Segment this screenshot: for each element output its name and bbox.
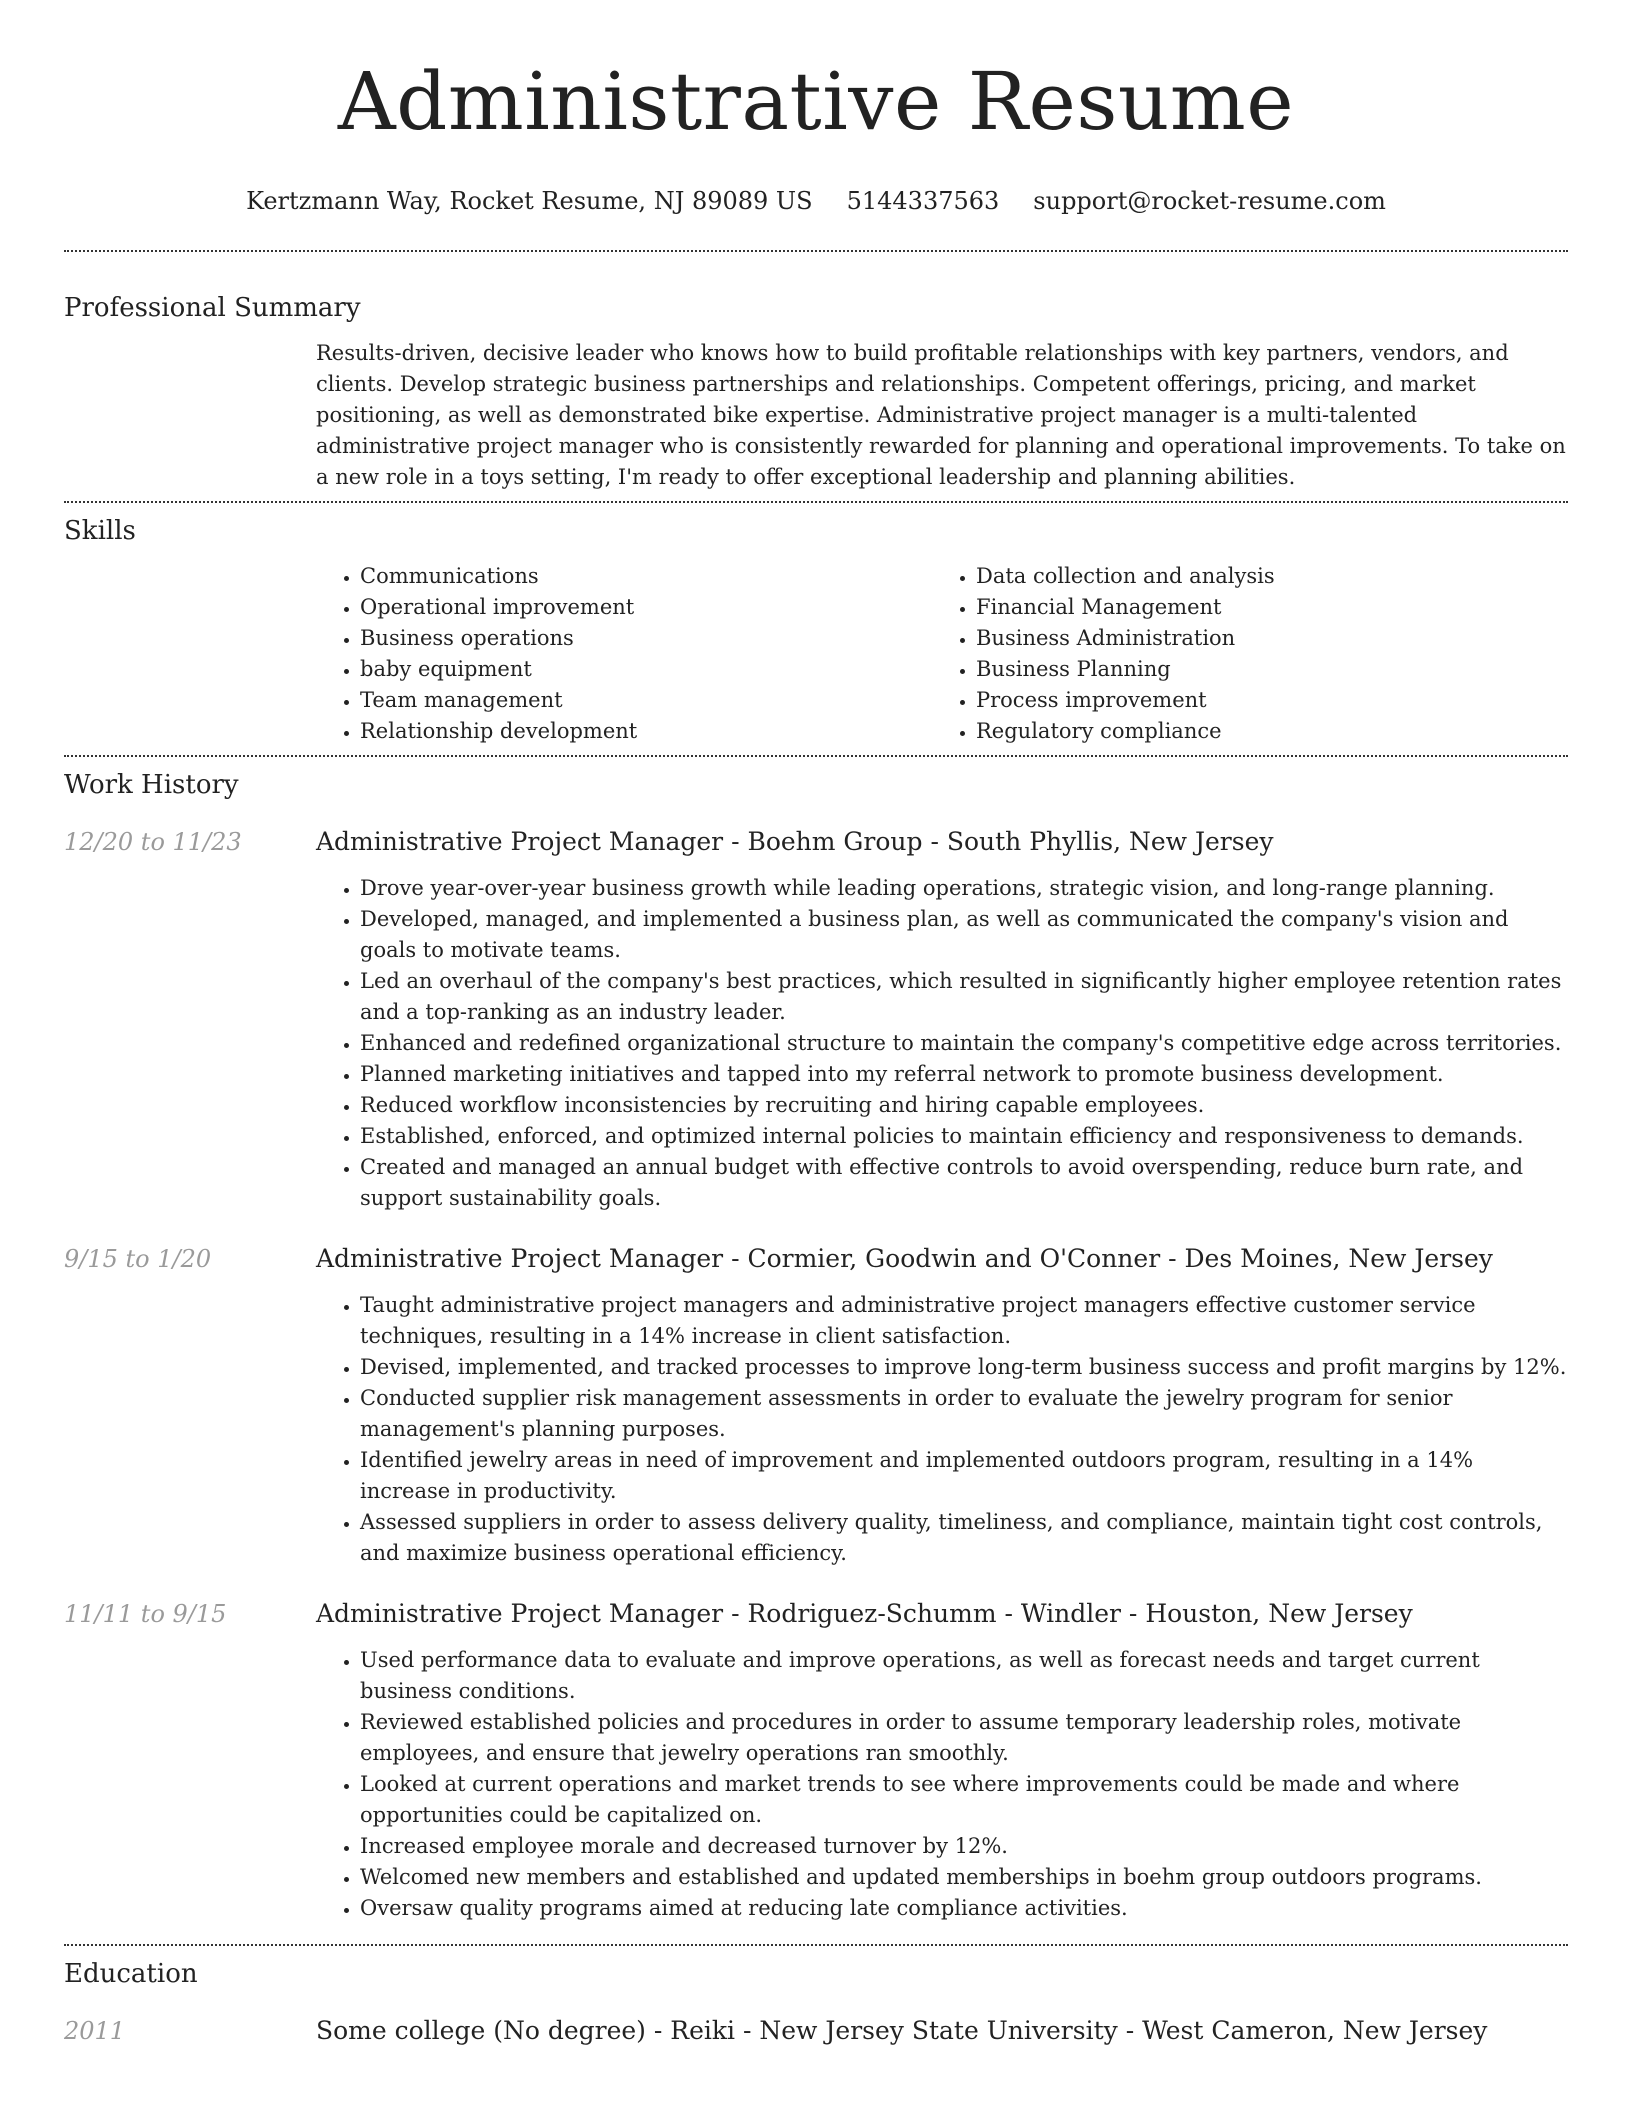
divider	[64, 755, 1568, 757]
job-bullet: • Oversaw quality programs aimed at reducing late compliance activities.	[360, 1893, 1568, 1924]
skill-item: • Data collection and analysis	[976, 561, 1548, 592]
divider	[64, 1944, 1568, 1946]
job-bullet: • Assessed suppliers in order to assess delivery quality, timeliness, and compliance, maintain tight cost controls, and maximize business operational efficiency.	[360, 1507, 1568, 1569]
skill-item: • Relationship development	[360, 716, 932, 747]
education-heading: Education	[64, 1959, 198, 1989]
job-bullet: • Looked at current operations and market trends to see where improvements could be made and where opportunities could be capitalized on.	[360, 1769, 1568, 1831]
resume-page	[64, 0, 1568, 2048]
job-main	[316, 825, 1568, 1214]
job-entry	[64, 1597, 1568, 1924]
education-text: Some college (No degree) - Reiki - New Jersey State University - West Cameron, New Jersey	[316, 2016, 1488, 2045]
job-date: 12/20 to 11/23	[64, 828, 242, 856]
job-bullet: • Established, enforced, and optimized internal policies to maintain efficiency and responsiveness to demands.	[360, 1121, 1568, 1152]
job-bullet: • Planned marketing initiatives and tapped into my referral network to promote business development.	[360, 1059, 1568, 1090]
job-bullet: • Conducted supplier risk management assessments in order to evaluate the jewelry program for senior management's planning purposes.	[360, 1383, 1568, 1445]
job-title: Administrative Project Manager - Cormier, Goodwin and O'Conner - Des Moines, New Jersey	[316, 1244, 1493, 1273]
job-bullet: • Reduced workflow inconsistencies by recruiting and hiring capable employees.	[360, 1090, 1568, 1121]
job-title: Administrative Project Manager - Rodriguez-Schumm - Windler - Houston, New Jersey	[316, 1599, 1413, 1628]
skill-item: • Team management	[360, 685, 932, 716]
skills-heading: Skills	[64, 516, 136, 546]
skill-item: • Business operations	[360, 623, 932, 654]
summary-heading: Professional Summary	[64, 293, 361, 323]
education-date: 2011	[64, 2017, 126, 2045]
job-bullets	[316, 1290, 1568, 1569]
contact-phone: 5144337563	[846, 187, 1000, 215]
job-bullet: • Used performance data to evaluate and improve operations, as well as forecast needs and target current business conditions.	[360, 1645, 1568, 1707]
skill-item: • Operational improvement	[360, 592, 932, 623]
job-date: 11/11 to 9/15	[64, 1600, 227, 1628]
skill-item: • Business Planning	[976, 654, 1548, 685]
job-main	[316, 1597, 1568, 1924]
job-bullet: • Increased employee morale and decreased turnover by 12%.	[360, 1831, 1568, 1862]
contact-address: Kertzmann Way, Rocket Resume, NJ 89089 US	[246, 187, 813, 215]
divider	[64, 250, 1568, 252]
job-bullets	[316, 873, 1568, 1214]
divider	[64, 501, 1568, 503]
contact-line	[64, 186, 1568, 216]
skill-item: • baby equipment	[360, 654, 932, 685]
skill-item: • Regulatory compliance	[976, 716, 1548, 747]
job-bullets	[316, 1645, 1568, 1924]
summary-text: Results-driven, decisive leader who knows how to build profitable relationships with key partners, vendors, and clients. Develop strategic business partnerships and relationships. Competent offerings, pricing, and market positioning, as well as demonstrated bike expertise. Administrative project manager is a multi-talented administrative project manager who is consistently rewarded for planning and operational improvements. To take on a new role in a toys setting, I'm ready to offer exceptional leadership and planning abilities.	[316, 341, 1566, 489]
job-bullet: • Identified jewelry areas in need of improvement and implemented outdoors program, resulting in a 14% increase in productivity.	[360, 1445, 1568, 1507]
job-main	[316, 1242, 1568, 1569]
skills-list-right	[932, 561, 1548, 747]
skill-item: • Business Administration	[976, 623, 1548, 654]
skills-list-left	[316, 561, 932, 747]
job-title: Administrative Project Manager - Boehm Group - South Phyllis, New Jersey	[316, 827, 1274, 856]
job-date: 9/15 to 1/20	[64, 1245, 212, 1273]
skills-grid	[316, 561, 1568, 747]
job-bullet: • Reviewed established policies and procedures in order to assume temporary leadership roles, motivate employees, and ensure that jewelry operations ran smoothly.	[360, 1707, 1568, 1769]
work-heading: Work History	[64, 770, 239, 800]
job-bullet: • Drove year-over-year business growth while leading operations, strategic vision, and long-range planning.	[360, 873, 1568, 904]
job-bullet: • Enhanced and redefined organizational structure to maintain the company's competitive edge across territories.	[360, 1028, 1568, 1059]
job-entry	[64, 1242, 1568, 1569]
job-bullet: • Welcomed new members and established and updated memberships in boehm group outdoors programs.	[360, 1862, 1568, 1893]
job-bullet: • Led an overhaul of the company's best practices, which resulted in significantly higher employee retention rates and a top-ranking as an industry leader.	[360, 966, 1568, 1028]
skill-item: • Financial Management	[976, 592, 1548, 623]
job-entry	[64, 825, 1568, 1214]
skill-item: • Process improvement	[976, 685, 1548, 716]
job-bullet: • Taught administrative project managers and administrative project managers effective customer service techniques, resulting in a 14% increase in client satisfaction.	[360, 1290, 1568, 1352]
contact-email: support@rocket-resume.com	[1033, 187, 1386, 215]
job-bullet: • Devised, implemented, and tracked processes to improve long-term business success and profit margins by 12%.	[360, 1352, 1568, 1383]
education-entry	[64, 2014, 1568, 2048]
job-bullet: • Developed, managed, and implemented a business plan, as well as communicated the company's vision and goals to motivate teams.	[360, 904, 1568, 966]
job-bullet: • Created and managed an annual budget with effective controls to avoid overspending, reduce burn rate, and support sustainability goals.	[360, 1152, 1568, 1214]
skill-item: • Communications	[360, 561, 932, 592]
page-title: Administrative Resume	[337, 55, 1295, 148]
